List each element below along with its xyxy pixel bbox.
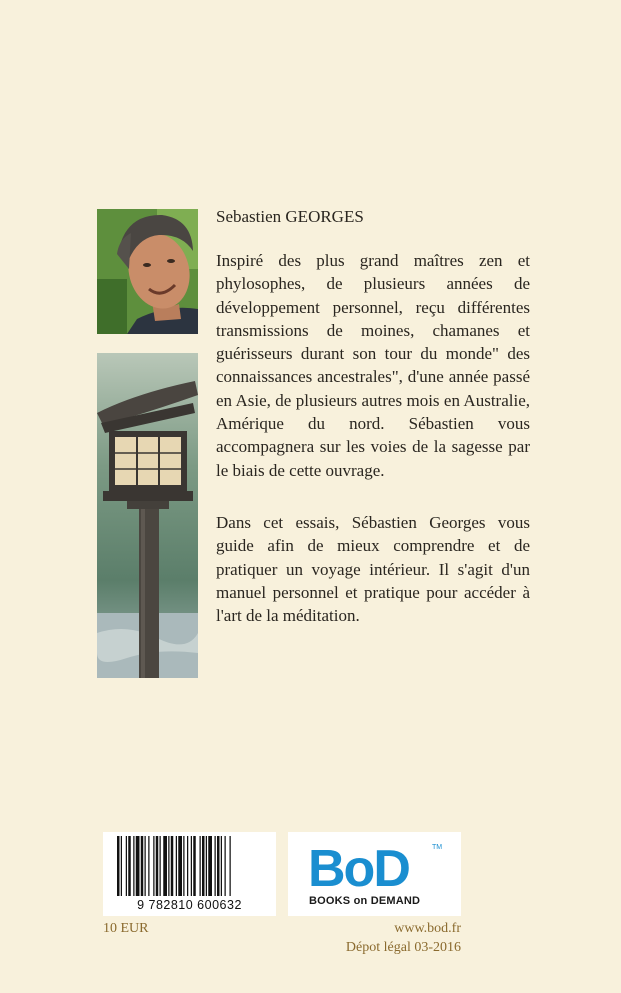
lantern-image [97, 353, 198, 678]
barcode-bars [103, 832, 276, 898]
isbn-barcode [103, 832, 276, 916]
publisher-logo [288, 832, 461, 916]
book-price: 10 EUR [103, 921, 149, 936]
legal-deposit: Dépot légal 03-2016 [345, 940, 461, 955]
portrait-image [97, 209, 198, 334]
author-name: Sebastien GEORGES [216, 207, 364, 226]
publisher-tagline: BOOKS on DEMAND [309, 895, 421, 907]
author-portrait-photo [97, 209, 198, 334]
author-biography: Inspiré des plus grand maîtres zen et phylosophes, de plusieurs années de développement personnel, reçu différentes transmissions de moines, chamanes et guérisseurs durant son tour du monde" des connaissances ancestrales", d'une année passé en Asie, de plusieurs autres mois en Australie, Amérique du nord. Sébastien vous accompagnera sur les voies de la sagesse par le biais de cette ouvrage. [216, 251, 530, 480]
isbn-number: 9 782810 600632 [137, 898, 242, 912]
publisher-website: www.bod.fr [394, 921, 461, 936]
bod-logo-text: BoD [308, 840, 409, 898]
japanese-lantern-photo [97, 353, 198, 678]
trademark-mark: TM [432, 844, 443, 851]
book-description: Dans cet essais, Sébastien Georges vous guide afin de mieux comprendre et de pratiquer un voyage intérieur. Il s'agit d'un manuel personnel et pratique pour accéder à l'art de la méditation. [216, 513, 530, 626]
